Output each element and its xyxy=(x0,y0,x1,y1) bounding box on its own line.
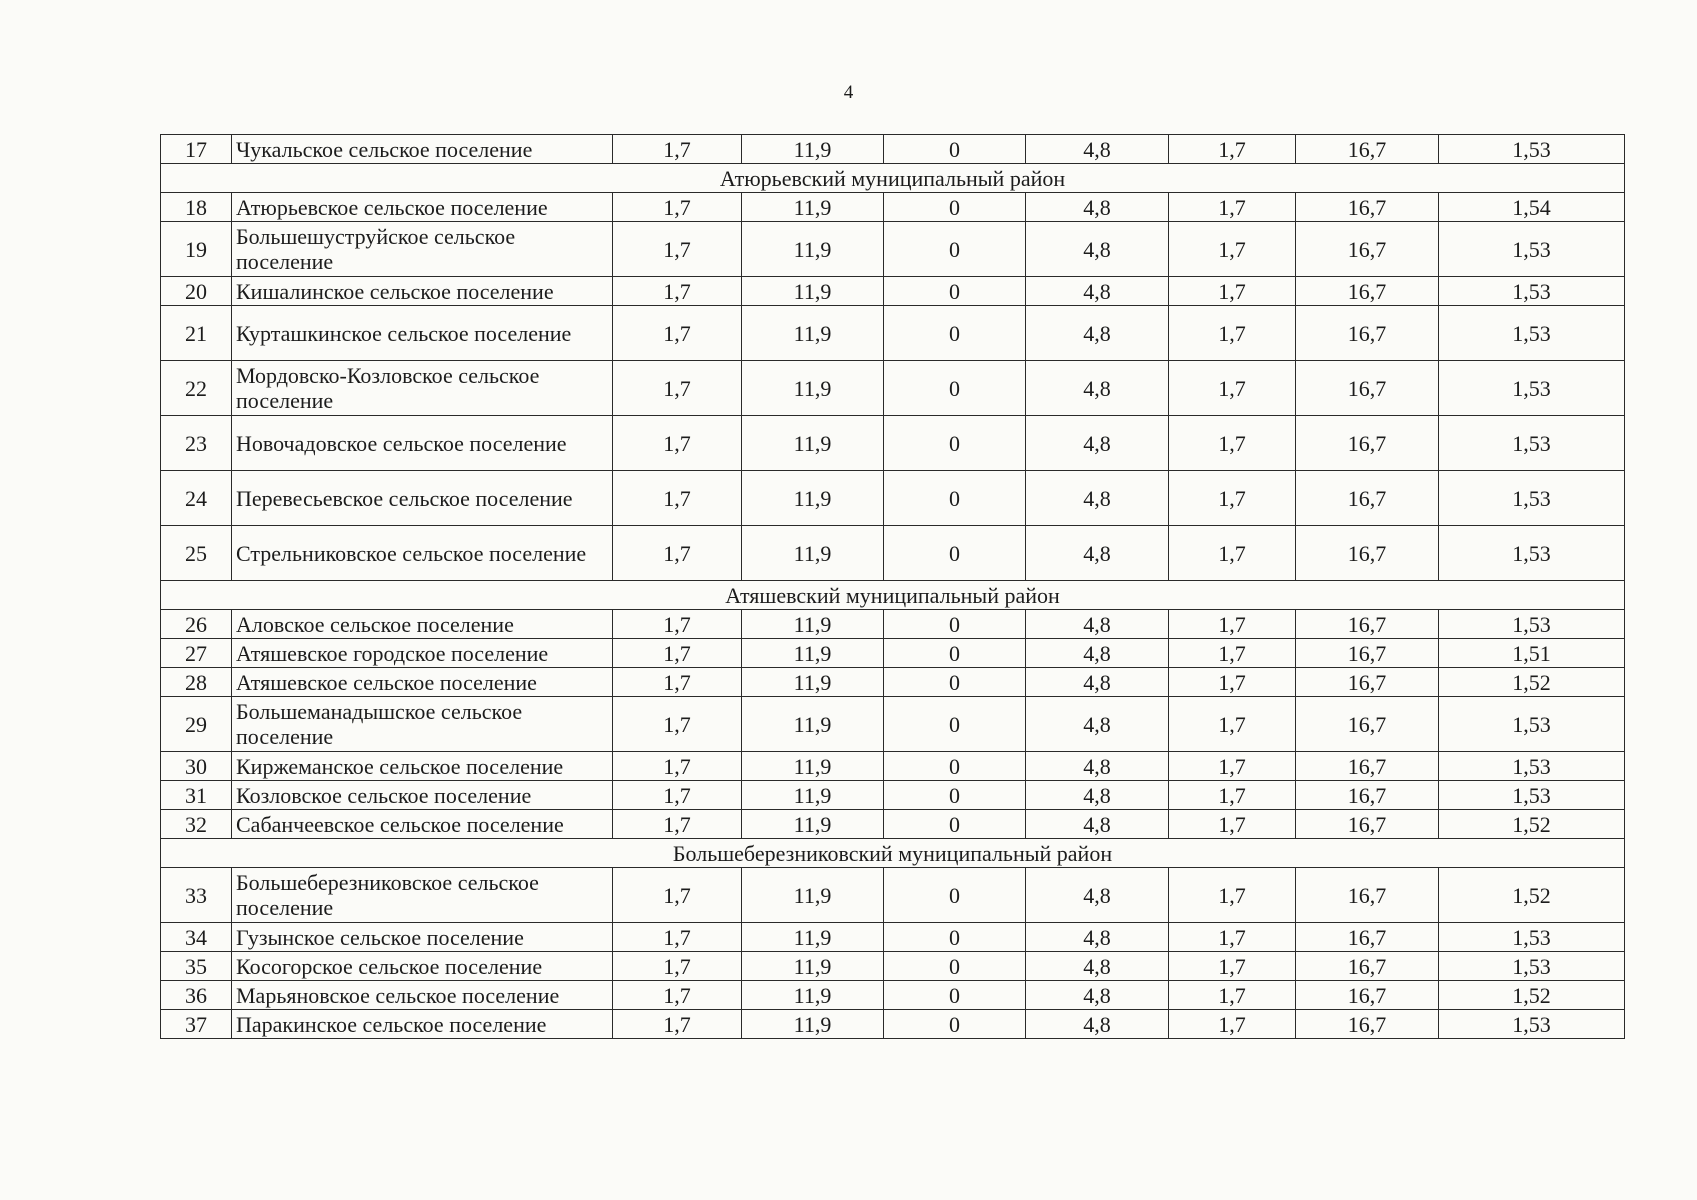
value-cell-5: 1,7 xyxy=(1169,981,1296,1010)
value-cell-5: 1,7 xyxy=(1169,952,1296,981)
value-cell-1: 1,7 xyxy=(613,610,742,639)
table-row xyxy=(161,471,1625,526)
row-number: 35 xyxy=(161,952,232,981)
row-number: 22 xyxy=(161,361,232,416)
settlement-name: Марьяновское сельское поселение xyxy=(232,981,613,1010)
table-row xyxy=(161,193,1625,222)
settlement-name: Козловское сельское поселение xyxy=(232,781,613,810)
value-cell-7: 1,53 xyxy=(1439,923,1625,952)
settlement-name: Мордовско-Козловское сельское поселение xyxy=(232,361,613,416)
settlement-name: Новочадовское сельское поселение xyxy=(232,416,613,471)
value-cell-3: 0 xyxy=(884,810,1026,839)
settlement-name: Киржеманское сельское поселение xyxy=(232,752,613,781)
value-cell-3: 0 xyxy=(884,981,1026,1010)
value-cell-1: 1,7 xyxy=(613,697,742,752)
table-row xyxy=(161,222,1625,277)
settlement-name: Большеберезниковское сельское поселение xyxy=(232,868,613,923)
value-cell-4: 4,8 xyxy=(1026,193,1169,222)
row-number: 25 xyxy=(161,526,232,581)
row-number: 28 xyxy=(161,668,232,697)
value-cell-2: 11,9 xyxy=(742,923,884,952)
value-cell-7: 1,52 xyxy=(1439,668,1625,697)
value-cell-4: 4,8 xyxy=(1026,361,1169,416)
district-name: Атяшевский муниципальный район xyxy=(161,581,1625,610)
value-cell-1: 1,7 xyxy=(613,1010,742,1039)
value-cell-7: 1,53 xyxy=(1439,471,1625,526)
value-cell-6: 16,7 xyxy=(1296,526,1439,581)
value-cell-7: 1,53 xyxy=(1439,952,1625,981)
table-row xyxy=(161,810,1625,839)
value-cell-1: 1,7 xyxy=(613,668,742,697)
value-cell-6: 16,7 xyxy=(1296,952,1439,981)
district-header-row xyxy=(161,581,1625,610)
value-cell-1: 1,7 xyxy=(613,752,742,781)
value-cell-5: 1,7 xyxy=(1169,193,1296,222)
value-cell-6: 16,7 xyxy=(1296,668,1439,697)
value-cell-6: 16,7 xyxy=(1296,697,1439,752)
row-number: 20 xyxy=(161,277,232,306)
value-cell-7: 1,54 xyxy=(1439,193,1625,222)
value-cell-4: 4,8 xyxy=(1026,981,1169,1010)
value-cell-7: 1,52 xyxy=(1439,868,1625,923)
value-cell-4: 4,8 xyxy=(1026,810,1169,839)
value-cell-4: 4,8 xyxy=(1026,135,1169,164)
table-row xyxy=(161,277,1625,306)
row-number: 30 xyxy=(161,752,232,781)
value-cell-4: 4,8 xyxy=(1026,277,1169,306)
row-number: 33 xyxy=(161,868,232,923)
value-cell-2: 11,9 xyxy=(742,697,884,752)
settlement-name: Стрельниковское сельское поселение xyxy=(232,526,613,581)
value-cell-5: 1,7 xyxy=(1169,526,1296,581)
value-cell-1: 1,7 xyxy=(613,526,742,581)
row-number: 23 xyxy=(161,416,232,471)
value-cell-2: 11,9 xyxy=(742,306,884,361)
value-cell-7: 1,52 xyxy=(1439,810,1625,839)
value-cell-2: 11,9 xyxy=(742,416,884,471)
value-cell-7: 1,53 xyxy=(1439,416,1625,471)
value-cell-2: 11,9 xyxy=(742,668,884,697)
value-cell-4: 4,8 xyxy=(1026,697,1169,752)
value-cell-7: 1,51 xyxy=(1439,639,1625,668)
table-row xyxy=(161,668,1625,697)
value-cell-6: 16,7 xyxy=(1296,639,1439,668)
value-cell-6: 16,7 xyxy=(1296,923,1439,952)
value-cell-1: 1,7 xyxy=(613,781,742,810)
value-cell-5: 1,7 xyxy=(1169,810,1296,839)
value-cell-1: 1,7 xyxy=(613,277,742,306)
table-row xyxy=(161,610,1625,639)
value-cell-3: 0 xyxy=(884,193,1026,222)
value-cell-7: 1,53 xyxy=(1439,222,1625,277)
table-row xyxy=(161,526,1625,581)
value-cell-2: 11,9 xyxy=(742,222,884,277)
value-cell-3: 0 xyxy=(884,952,1026,981)
table-row xyxy=(161,781,1625,810)
value-cell-2: 11,9 xyxy=(742,526,884,581)
value-cell-6: 16,7 xyxy=(1296,610,1439,639)
value-cell-3: 0 xyxy=(884,610,1026,639)
row-number: 19 xyxy=(161,222,232,277)
value-cell-5: 1,7 xyxy=(1169,306,1296,361)
row-number: 34 xyxy=(161,923,232,952)
value-cell-7: 1,53 xyxy=(1439,526,1625,581)
value-cell-4: 4,8 xyxy=(1026,639,1169,668)
value-cell-3: 0 xyxy=(884,471,1026,526)
value-cell-2: 11,9 xyxy=(742,868,884,923)
value-cell-3: 0 xyxy=(884,668,1026,697)
table-row xyxy=(161,952,1625,981)
value-cell-1: 1,7 xyxy=(613,981,742,1010)
value-cell-1: 1,7 xyxy=(613,135,742,164)
value-cell-5: 1,7 xyxy=(1169,639,1296,668)
table-row xyxy=(161,697,1625,752)
row-number: 32 xyxy=(161,810,232,839)
value-cell-3: 0 xyxy=(884,923,1026,952)
value-cell-2: 11,9 xyxy=(742,610,884,639)
settlement-name: Атюрьевское сельское поселение xyxy=(232,193,613,222)
table-row xyxy=(161,981,1625,1010)
value-cell-5: 1,7 xyxy=(1169,277,1296,306)
value-cell-1: 1,7 xyxy=(613,416,742,471)
table-row xyxy=(161,1010,1625,1039)
value-cell-5: 1,7 xyxy=(1169,923,1296,952)
settlement-name: Аловское сельское поселение xyxy=(232,610,613,639)
value-cell-4: 4,8 xyxy=(1026,781,1169,810)
value-cell-7: 1,53 xyxy=(1439,277,1625,306)
settlement-name: Большеманадышское сельское поселение xyxy=(232,697,613,752)
settlement-name: Курташкинское сельское поселение xyxy=(232,306,613,361)
value-cell-7: 1,53 xyxy=(1439,361,1625,416)
value-cell-6: 16,7 xyxy=(1296,361,1439,416)
value-cell-3: 0 xyxy=(884,526,1026,581)
value-cell-6: 16,7 xyxy=(1296,135,1439,164)
value-cell-3: 0 xyxy=(884,277,1026,306)
value-cell-4: 4,8 xyxy=(1026,952,1169,981)
district-name: Атюрьевский муниципальный район xyxy=(161,164,1625,193)
value-cell-6: 16,7 xyxy=(1296,868,1439,923)
value-cell-2: 11,9 xyxy=(742,952,884,981)
value-cell-3: 0 xyxy=(884,361,1026,416)
value-cell-6: 16,7 xyxy=(1296,752,1439,781)
value-cell-3: 0 xyxy=(884,306,1026,361)
value-cell-2: 11,9 xyxy=(742,277,884,306)
value-cell-5: 1,7 xyxy=(1169,361,1296,416)
value-cell-4: 4,8 xyxy=(1026,752,1169,781)
table-row xyxy=(161,868,1625,923)
value-cell-5: 1,7 xyxy=(1169,781,1296,810)
table-row xyxy=(161,361,1625,416)
value-cell-1: 1,7 xyxy=(613,306,742,361)
table-body xyxy=(161,135,1625,1039)
value-cell-7: 1,53 xyxy=(1439,781,1625,810)
row-number: 36 xyxy=(161,981,232,1010)
value-cell-2: 11,9 xyxy=(742,361,884,416)
value-cell-7: 1,53 xyxy=(1439,135,1625,164)
table-row xyxy=(161,135,1625,164)
value-cell-3: 0 xyxy=(884,1010,1026,1039)
value-cell-6: 16,7 xyxy=(1296,781,1439,810)
value-cell-1: 1,7 xyxy=(613,639,742,668)
value-cell-6: 16,7 xyxy=(1296,1010,1439,1039)
value-cell-5: 1,7 xyxy=(1169,752,1296,781)
value-cell-3: 0 xyxy=(884,639,1026,668)
value-cell-2: 11,9 xyxy=(742,135,884,164)
value-cell-1: 1,7 xyxy=(613,193,742,222)
table-row xyxy=(161,416,1625,471)
value-cell-6: 16,7 xyxy=(1296,810,1439,839)
table-row xyxy=(161,639,1625,668)
value-cell-6: 16,7 xyxy=(1296,471,1439,526)
tariff-table xyxy=(160,134,1625,1039)
value-cell-4: 4,8 xyxy=(1026,868,1169,923)
value-cell-4: 4,8 xyxy=(1026,1010,1169,1039)
value-cell-2: 11,9 xyxy=(742,981,884,1010)
value-cell-1: 1,7 xyxy=(613,810,742,839)
value-cell-7: 1,53 xyxy=(1439,306,1625,361)
value-cell-5: 1,7 xyxy=(1169,135,1296,164)
value-cell-1: 1,7 xyxy=(613,923,742,952)
value-cell-3: 0 xyxy=(884,868,1026,923)
value-cell-4: 4,8 xyxy=(1026,668,1169,697)
value-cell-2: 11,9 xyxy=(742,193,884,222)
settlement-name: Перевесьевское сельское поселение xyxy=(232,471,613,526)
value-cell-4: 4,8 xyxy=(1026,610,1169,639)
value-cell-1: 1,7 xyxy=(613,868,742,923)
row-number: 21 xyxy=(161,306,232,361)
value-cell-3: 0 xyxy=(884,416,1026,471)
row-number: 26 xyxy=(161,610,232,639)
value-cell-6: 16,7 xyxy=(1296,306,1439,361)
value-cell-6: 16,7 xyxy=(1296,416,1439,471)
row-number: 31 xyxy=(161,781,232,810)
settlement-name: Гузынское сельское поселение xyxy=(232,923,613,952)
value-cell-5: 1,7 xyxy=(1169,868,1296,923)
row-number: 37 xyxy=(161,1010,232,1039)
value-cell-1: 1,7 xyxy=(613,222,742,277)
district-header-row xyxy=(161,164,1625,193)
value-cell-4: 4,8 xyxy=(1026,526,1169,581)
district-name: Большеберезниковский муниципальный район xyxy=(161,839,1625,868)
value-cell-6: 16,7 xyxy=(1296,193,1439,222)
row-number: 18 xyxy=(161,193,232,222)
value-cell-6: 16,7 xyxy=(1296,981,1439,1010)
value-cell-2: 11,9 xyxy=(742,471,884,526)
row-number: 27 xyxy=(161,639,232,668)
value-cell-1: 1,7 xyxy=(613,952,742,981)
value-cell-6: 16,7 xyxy=(1296,222,1439,277)
table-row xyxy=(161,923,1625,952)
row-number: 17 xyxy=(161,135,232,164)
settlement-name: Атяшевское городское поселение xyxy=(232,639,613,668)
value-cell-3: 0 xyxy=(884,752,1026,781)
value-cell-4: 4,8 xyxy=(1026,471,1169,526)
value-cell-7: 1,52 xyxy=(1439,981,1625,1010)
value-cell-5: 1,7 xyxy=(1169,1010,1296,1039)
value-cell-5: 1,7 xyxy=(1169,697,1296,752)
value-cell-7: 1,53 xyxy=(1439,610,1625,639)
value-cell-3: 0 xyxy=(884,697,1026,752)
value-cell-4: 4,8 xyxy=(1026,416,1169,471)
value-cell-5: 1,7 xyxy=(1169,668,1296,697)
value-cell-4: 4,8 xyxy=(1026,306,1169,361)
settlement-name: Чукальское сельское поселение xyxy=(232,135,613,164)
table-row xyxy=(161,752,1625,781)
value-cell-4: 4,8 xyxy=(1026,222,1169,277)
settlement-name: Паракинское сельское поселение xyxy=(232,1010,613,1039)
settlement-name: Косогорское сельское поселение xyxy=(232,952,613,981)
value-cell-5: 1,7 xyxy=(1169,610,1296,639)
value-cell-2: 11,9 xyxy=(742,781,884,810)
value-cell-1: 1,7 xyxy=(613,471,742,526)
row-number: 24 xyxy=(161,471,232,526)
value-cell-2: 11,9 xyxy=(742,639,884,668)
value-cell-1: 1,7 xyxy=(613,361,742,416)
value-cell-4: 4,8 xyxy=(1026,923,1169,952)
settlement-name: Большешуструйское сельское поселение xyxy=(232,222,613,277)
table-row xyxy=(161,306,1625,361)
settlement-name: Сабанчеевское сельское поселение xyxy=(232,810,613,839)
value-cell-7: 1,53 xyxy=(1439,752,1625,781)
value-cell-6: 16,7 xyxy=(1296,277,1439,306)
row-number: 29 xyxy=(161,697,232,752)
value-cell-5: 1,7 xyxy=(1169,222,1296,277)
settlement-name: Атяшевское сельское поселение xyxy=(232,668,613,697)
value-cell-7: 1,53 xyxy=(1439,1010,1625,1039)
value-cell-2: 11,9 xyxy=(742,752,884,781)
value-cell-2: 11,9 xyxy=(742,810,884,839)
value-cell-7: 1,53 xyxy=(1439,697,1625,752)
value-cell-3: 0 xyxy=(884,222,1026,277)
value-cell-2: 11,9 xyxy=(742,1010,884,1039)
value-cell-5: 1,7 xyxy=(1169,471,1296,526)
settlement-name: Кишалинское сельское поселение xyxy=(232,277,613,306)
page-number: 4 xyxy=(843,82,854,103)
value-cell-5: 1,7 xyxy=(1169,416,1296,471)
value-cell-3: 0 xyxy=(884,135,1026,164)
value-cell-3: 0 xyxy=(884,781,1026,810)
district-header-row xyxy=(161,839,1625,868)
